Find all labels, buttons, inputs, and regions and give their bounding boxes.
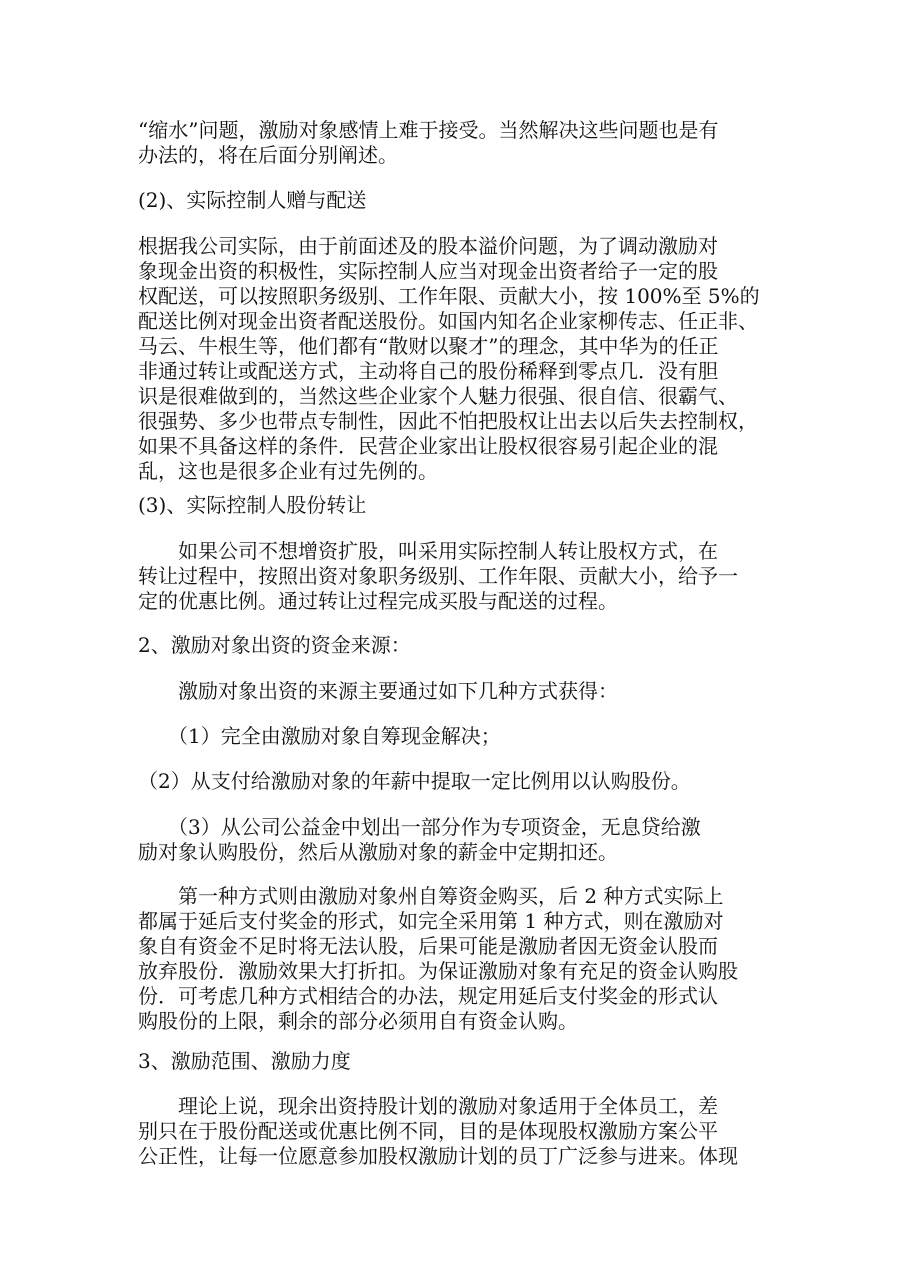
text-line: 乱，这也是很多企业有过先例的。: [138, 459, 438, 483]
text-line: 购股份的上限，剩余的部分必须用自有资金认购。: [138, 1009, 578, 1033]
text-line: 如果公司不想增资扩股，叫采用实际控制人转让股权方式，在: [138, 539, 718, 563]
paragraph-funding-analysis: [138, 884, 778, 1034]
text-line: 办法的，将在后面分别阐述。: [138, 143, 398, 167]
heading-text: (2)、实际控制人赠与配送: [138, 188, 367, 212]
list-item-2: [138, 769, 778, 794]
section-heading-2: [138, 188, 778, 213]
paragraph-funding-intro: [138, 679, 778, 704]
text-line: 象现金出资的积极性，实际控制人应当对现金出资者给子一定的股: [138, 259, 718, 283]
list-item-3: [138, 815, 778, 865]
text-line: 识是很难做到的，当然这些企业家个人魅力很强、很自信、很霸气、: [138, 384, 738, 408]
text-line: 激励对象出资的来源主要通过如下几种方式获得：: [138, 679, 618, 703]
section-heading-funding-source: [138, 633, 778, 658]
paragraph-gift-distribution: [138, 234, 778, 484]
list-item-1: [138, 724, 778, 749]
text-line: 非通过转让或配送方式，主动将自己的股份稀释到零点几．没有胆: [138, 359, 718, 383]
text-line: 如果不具备这样的条件．民营企业家出让股权很容易引起企业的混: [138, 434, 718, 458]
heading-text: 3、激励范围、激励力度: [138, 1049, 351, 1073]
paragraph-incentive-theory: [138, 1094, 778, 1169]
text-line: 配送比例对现金出资者配送股份。如国内知名企业家柳传志、任正非、: [138, 309, 758, 333]
heading-text: (3)、实际控制人股份转让: [138, 493, 367, 517]
text-line: 象自有资金不足时将无法认股，后果可能是激励者因无资金认股而: [138, 934, 718, 958]
text-line: （2）从支付给激励对象的年薪中提取一定比例用以认购股份。: [138, 769, 691, 793]
text-line: 很强势、多少也带点专制性，因此不怕把股权让出去以后失去控制权，: [138, 409, 758, 433]
text-line: 份．可考虑几种方式相结合的办法，规定用延后支付奖金的形式认: [138, 984, 718, 1008]
text-line: 定的优惠比例。通过转让过程完成买股与配送的过程。: [138, 589, 618, 613]
section-heading-3: [138, 493, 778, 518]
text-line: 理论上说，现余出资持股计划的激励对象适用于全体员工，差: [138, 1094, 718, 1118]
text-line: 别只在于股份配送或优惠比例不同，目的是体现股权激励方案公平: [138, 1119, 718, 1143]
text-line: 励对象认购股份，然后从激励对象的薪金中定期扣还。: [138, 840, 618, 864]
paragraph-share-transfer: [138, 539, 778, 614]
text-line: 马云、牛根生等，他们都有“散财以聚才”的理念，其中华为的任正: [138, 334, 719, 358]
text-line: 公正性，让每一位愿意参加股权激励计划的员丁广泛参与进来。体现: [138, 1144, 738, 1168]
heading-text: 2、激励对象出资的资金来源：: [138, 633, 411, 657]
paragraph-intro-continuation: [138, 118, 778, 168]
text-line: 转让过程中，按照出资对象职务级别、工作年限、贡献大小，给予一: [138, 564, 738, 588]
text-line: （1）完全由激励对象自筹现金解决；: [138, 724, 501, 748]
text-line: 第一种方式则由激励对象州自筹资金购买，后 2 种方式实际上: [138, 884, 724, 908]
text-line: “缩水”问题，激励对象感情上难于接受。当然解决这些问题也是有: [138, 118, 719, 142]
section-heading-incentive-scope: [138, 1049, 778, 1074]
text-line: 放弃股份．激励效果大打折扣。为保证激励对象有充足的资金认购股: [138, 959, 738, 983]
text-line: 权配送，可以按照职务级别、工作年限、贡献大小，按 100%至 5%的: [138, 284, 760, 308]
text-line: （3）从公司公益金中划出一部分作为专项资金，无息贷给激: [138, 815, 701, 839]
text-line: 都属于延后支付奖金的形式，如完全采用第 1 种方式，则在激励对: [138, 909, 724, 933]
text-line: 根据我公司实际，由于前面述及的股本溢价问题，为了调动激励对: [138, 234, 718, 258]
